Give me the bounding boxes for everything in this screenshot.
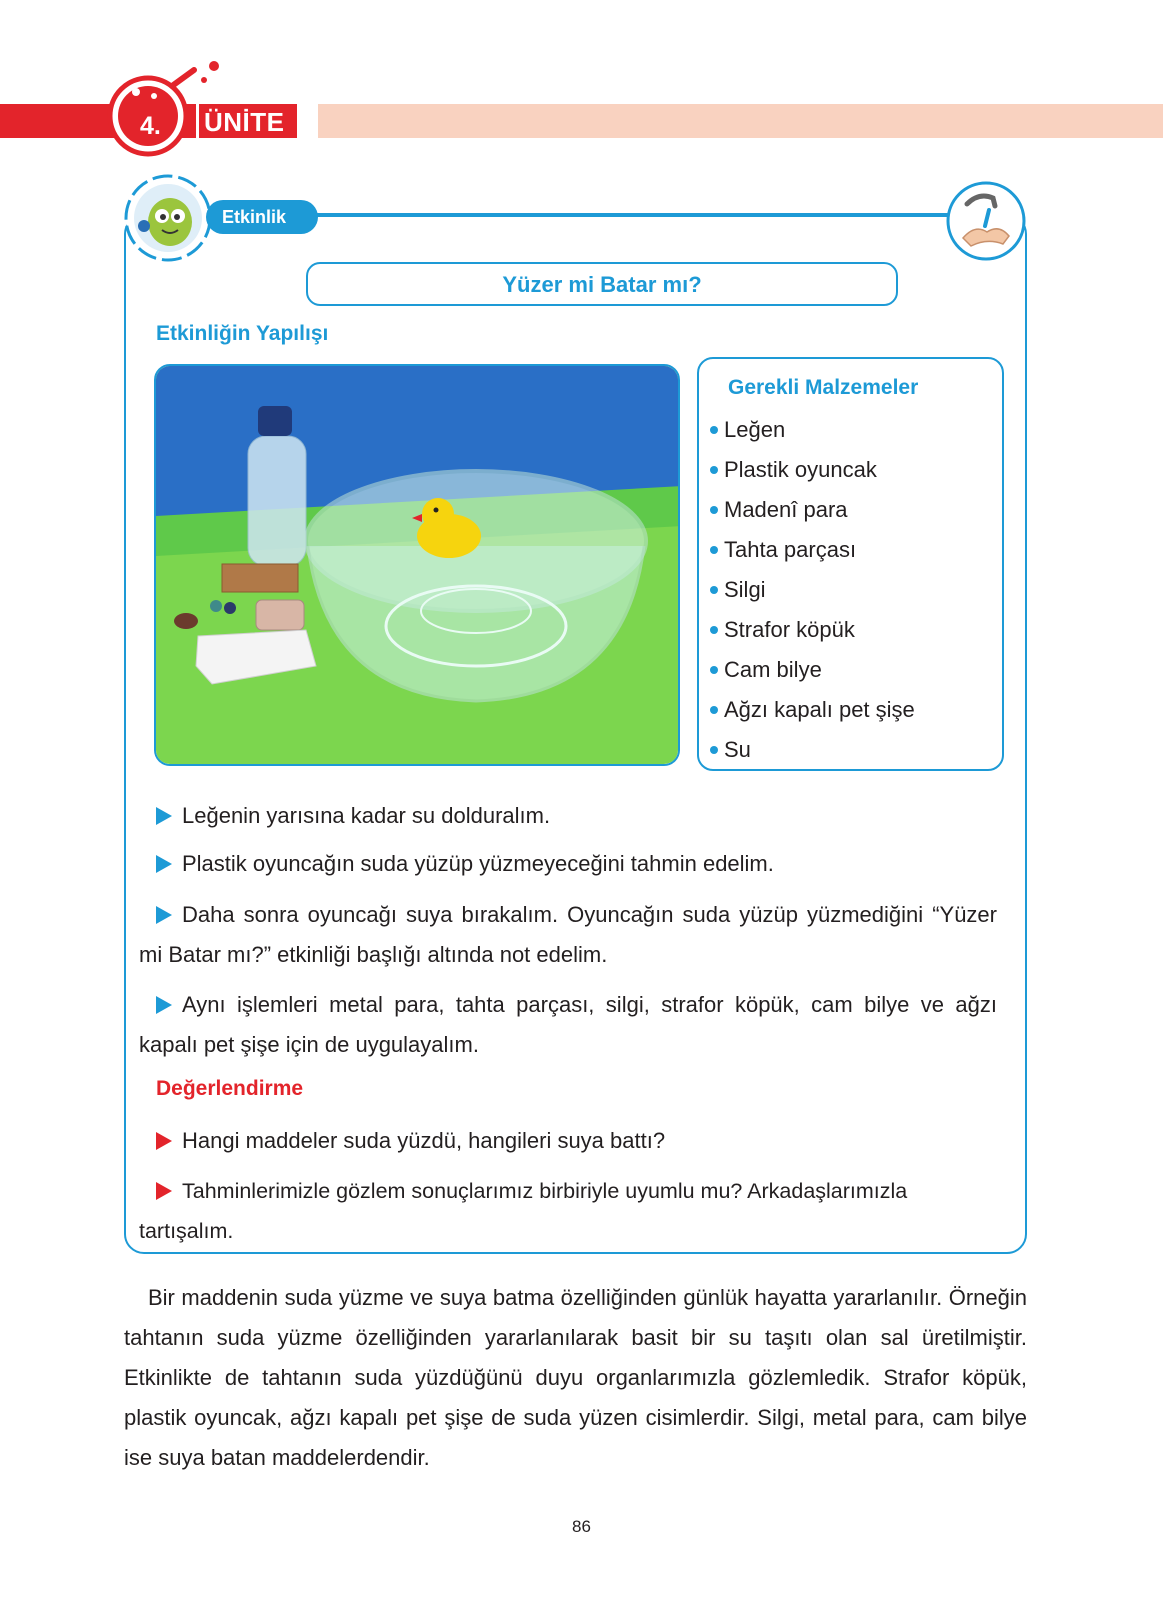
- material-label: Strafor köpük: [724, 617, 855, 642]
- evaluation-question-2: [139, 1171, 999, 1251]
- play-icon: [156, 906, 172, 924]
- step-text: Plastik oyuncağın suda yüzüp yüzmeyeceğini tahmin edelim.: [182, 851, 774, 876]
- body-paragraph-text: Bir maddenin suda yüzme ve suya batma özelliğinden günlük hayatta yararlanılır. Örneğin tahtanın suda yüzme özelliğinden yararlanılarak basit bir su taşıtı olan sal üretilmiştir. Etkinlikte de tahtanın suda yüzdüğünü duyu organlarımızla gözlemledik. Strafor köpük, plastik oyuncak, ağzı kapalı pet şişe de suda yüzen cisimlerdir. Silgi, metal para, cam bilye ise suya batan maddelerdendir.: [124, 1285, 1027, 1470]
- step-2: [156, 844, 774, 884]
- bullet-icon: [710, 506, 718, 514]
- play-icon: [156, 1182, 172, 1200]
- step-text: Daha sonra oyuncağı suya bırakalım. Oyuncağın suda yüzüp yüzmediğini “Yüzer mi Batar mı?” etkinliği başlığı altında not edelim.: [139, 902, 997, 967]
- activity-tag-label: Etkinlik: [222, 207, 287, 227]
- unit-band-extension: [318, 104, 1163, 138]
- list-item: [710, 730, 915, 770]
- material-label: Su: [724, 737, 751, 762]
- material-label: Madenî para: [724, 497, 848, 522]
- evaluation-heading: Değerlendirme: [156, 1077, 304, 1100]
- activity-header-line: [310, 213, 960, 217]
- page-number: 86: [572, 1517, 591, 1536]
- list-item: [710, 570, 915, 610]
- bullet-icon: [710, 466, 718, 474]
- list-item: [710, 650, 915, 690]
- step-4: [139, 985, 997, 1065]
- question-text: Hangi maddeler suda yüzdü, hangileri suya battı?: [182, 1128, 666, 1153]
- bullet-icon: [710, 626, 718, 634]
- material-label: Ağzı kapalı pet şişe: [724, 697, 915, 722]
- experiment-illustration: [156, 366, 680, 766]
- step-1: [156, 796, 550, 836]
- unit-label: ÜNİTE: [204, 107, 285, 137]
- list-item: [710, 410, 915, 450]
- play-icon: [156, 807, 172, 825]
- material-label: Plastik oyuncak: [724, 457, 877, 482]
- list-item: [710, 450, 915, 490]
- bullet-icon: [710, 586, 718, 594]
- list-item: [710, 690, 915, 730]
- play-icon: [156, 855, 172, 873]
- material-label: Silgi: [724, 577, 766, 602]
- material-label: Cam bilye: [724, 657, 822, 682]
- material-label: Leğen: [724, 417, 786, 442]
- hand-washing-icon: [945, 180, 1027, 262]
- list-item: [710, 530, 915, 570]
- materials-title: Gerekli Malzemeler: [728, 376, 919, 399]
- play-icon: [156, 1132, 172, 1150]
- materials-list: [710, 410, 915, 770]
- experiment-photo: [154, 364, 680, 766]
- list-item: [710, 610, 915, 650]
- step-text: Aynı işlemleri metal para, tahta parçası, silgi, strafor köpük, cam bilye ve ağzı kapalı pet şişe için de uygulayalım.: [139, 992, 997, 1057]
- bullet-icon: [710, 706, 718, 714]
- evaluation-question-1: [156, 1121, 665, 1161]
- bullet-icon: [710, 746, 718, 754]
- material-label: Tahta parçası: [724, 537, 857, 562]
- bullet-icon: [710, 546, 718, 554]
- play-icon: [156, 996, 172, 1014]
- procedure-heading: Etkinliğin Yapılışı: [156, 322, 329, 345]
- list-item: [710, 490, 915, 530]
- step-text: Leğenin yarısına kadar su dolduralım.: [182, 803, 551, 828]
- bullet-icon: [710, 666, 718, 674]
- bullet-icon: [710, 426, 718, 434]
- body-paragraph: [124, 1278, 1027, 1478]
- activity-title: Yüzer mi Batar mı?: [502, 272, 702, 297]
- unit-number: 4.: [140, 112, 161, 140]
- mascot-icon: [122, 172, 214, 264]
- step-3: [139, 895, 997, 975]
- question-text: Tahminlerimizle gözlem sonuçlarımız birbiriyle uyumlu mu? Arkadaşlarımızla tartışalım.: [139, 1179, 908, 1243]
